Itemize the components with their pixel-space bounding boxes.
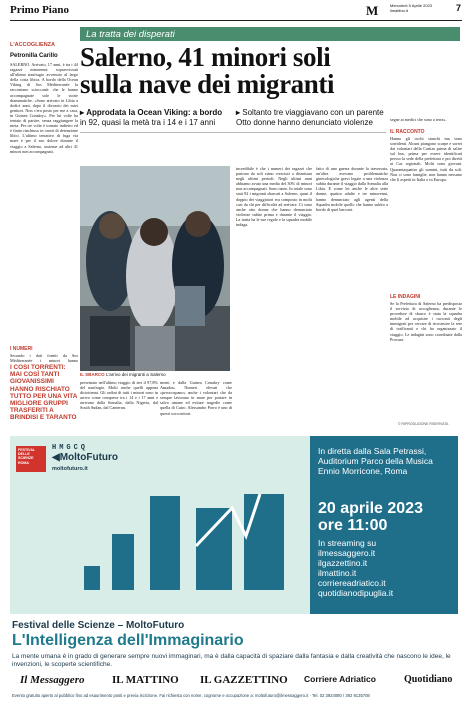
masthead-mattino: IL MATTINO (112, 674, 179, 686)
stream-link-corriereadriatico[interactable]: corriereadriatico.it (318, 578, 386, 588)
label-numeri: I NUMERI (10, 346, 33, 352)
article-column-6-indagini: Se la Prefettura di Salerno ha predisposto il servizio di accoglienza, durante le procedure di sbarco è stata la squadra mobile ad acquisire i racconti degli immigrati per cercare di ricostruire la rete di trafficanti e chi ha organizzato il viaggio. Le indagini sono coordinate dalla Procura. (390, 301, 462, 342)
sub2-line-1: Soltanto tre viaggiavano con un parente (242, 108, 384, 117)
section-title: Primo Piano (10, 4, 69, 16)
subheadline-2: ▸ Soltanto tre viaggiavano con un parente Otto donne hanno denunciato violenze (236, 108, 416, 128)
caption-text: L'arrivo dei migranti a Salerno (105, 372, 166, 377)
article-kicker: La tratta dei disperati (80, 27, 460, 41)
headline-line-2: sulla nave dei migranti (80, 69, 335, 99)
date-line (390, 3, 432, 13)
event-date: 20 aprile 2023 (318, 500, 423, 517)
label-racconto: IL RACCONTO (390, 129, 425, 135)
article-column-6-racconto: Hanno gli occhi stanchi ma sono sorridenti. Alcuni piangono scarpe e sorrei dai volontari della Caritas prima di salire sul bus, prima per essere identificati presso la sede della prefettura e poi diretti ai Cas regionali. Molti sono giovani. Quarantaquattro gli uomini, tutti da soli. Non ci sono famiglie, non hanno nessuno che li aspetti in Italia o in Europa. (390, 136, 462, 182)
masthead-quotidiano: Quotidiano (404, 674, 453, 685)
article-column-4: incredibile è che i numeri dei ragazzi che partono da soli siano cresciuti a dismisura negli ultimi periodi. Negli ultimi anni abbiamo avuto una media del 30% di minori non accompagnati. Sono tanto. In totale sono stati 92 i migranti sbarcati a Salerno, quasi il doppio dei viaggiatori era composto in molti casi da chi per difficoltà ad arrivare. Ci sono anche otto donne che hanno denunciato violenze subite prima e durante il viaggio. La tratta ha le sue regole e la squadra mobile indaga. (236, 166, 312, 228)
event-time: ore 11:00 (318, 517, 388, 534)
moltofuturo-url[interactable]: moltofuturo.it (52, 466, 88, 472)
label-indagini: LE INDAGINI (390, 294, 421, 300)
live-line-2: Auditorium Parco della Musica (318, 456, 433, 466)
issue-date: Mercoledì 5 Aprile 2023 (390, 3, 433, 8)
headline-line-1: Salerno, 41 minori soli (80, 42, 331, 72)
masthead-gazzettino: IL GAZZETTINO (200, 674, 288, 686)
photo-caption (80, 372, 230, 377)
ad-event-name: Festival delle Scienze – MoltoFuturo (12, 620, 185, 631)
website: ilmattino.it (390, 8, 409, 13)
article-column-5: fatto di una guerra durante la traversata, un'altra avevano problematiche ginecologiche gravi legate a una violenza subìta durante il viaggio dalla Somalia alla Libia. E come lei anche le altre sette donne, quattro adulte e tre minorenni, hanno denunciato agli agenti della Squadra mobile quello che hanno subìto a bordo di quei barconi. (316, 166, 388, 212)
article-column-3: menti e dalla Guinea Conakry come Amadou. Numeri elevati che «preoccupano» anche i volontari che da sempre lavorano in mare per portare in salvo umane ed evitare tragedie come quella di Cutro. Alessandro Porro è uno di questi soccorritori. (160, 380, 232, 416)
masthead-messaggero: Il Messaggero (20, 674, 85, 686)
ad-description: La mente umana è in grado di generare sempre nuovi immaginari, ma è dalla capacità di spaziare dalla fantasia e dalla creatività che nascono le idee, le invenzioni, le scoperte scientifiche. (12, 653, 451, 668)
author: Petronilla Carillo (10, 53, 58, 59)
copyright-credit: © RIPRODUZIONE RISERVATA (398, 422, 449, 426)
ad-footer: Evento gratuito aperto al pubblico fino ad esaurimento posti e previa iscrizione. Fai richiesta con nome, cognome e occupazione a: moltofuturo@ilmessaggero.it · Tel. 02 3924080 / 392 9135708 (12, 693, 370, 698)
newspaper-logo: M (366, 3, 379, 18)
ad-event-title: L'Intelligenza dell'Immaginario (12, 632, 244, 649)
article-column-2: presentato nell'ultimo viaggio di ieri il 97,8% del naufragio. Molti anche quelli appena diciottenni. Gli ordini di tutti i minori sono in arrivo come comprese tra i 14 e i 17 anni e arrivano dalla Somalia, dalla Nigeria, dal South Sudan, dal Camerun. (80, 380, 158, 411)
stream-intro: In streaming su (318, 538, 377, 548)
stream-link-messaggero[interactable]: ilmessaggero.it (318, 548, 376, 558)
stream-link-gazzettino[interactable]: ilgazzettino.it (318, 558, 368, 568)
header-divider (10, 20, 462, 21)
numeri-text: Secondo i dati forniti da Sos Méditerranée i minori hanno (10, 353, 78, 363)
ad-hero-banner (10, 436, 458, 614)
pull-quote: I COSI TORRENTI: MAI COSÌ TANTI GIOVANISSIMI HANNO RISCHIATO TUTTO PER UNA VITA MIGLIORE GRUPPI TRASFERITI A BRINDISI E TARANTO (10, 364, 78, 422)
migrants-photo (80, 166, 230, 371)
streaming-sites (318, 538, 458, 598)
ad-hmgcq-mark: HMGCQ (52, 444, 89, 452)
sub1-line-1: Approdata la Ocean Viking: a bordo (86, 108, 223, 117)
subheadline-1: ▸ Approdata la Ocean Viking: a bordo in 92, quasi la metà tra i 14 e i 17 anni (80, 108, 270, 128)
live-location (318, 446, 452, 476)
live-line-3: Ennio Morricone, Roma (318, 466, 408, 476)
event-datetime (318, 500, 423, 534)
label-accoglienza: L'ACCOGLIENZA (10, 42, 55, 48)
masthead-corriere-adriatico: Corriere Adriatico (304, 674, 376, 684)
stream-link-mattino[interactable]: ilmattino.it (318, 568, 357, 578)
live-line-1: In diretta dalla Sala Petrassi, (318, 446, 427, 456)
sub1-line-2: in 92, quasi la metà tra i 14 e i 17 anni (80, 118, 216, 127)
caption-label: IL SBARCO (80, 372, 105, 377)
sub2-line-2: Otto donne hanno denunciato violenze (236, 118, 373, 127)
page-number: 7 (456, 3, 462, 13)
sub-divider (80, 132, 386, 133)
article-column-6-top: segne ai medici che sono a terra». (390, 117, 447, 122)
article-headline (80, 44, 460, 98)
moltofuturo-logo: ◀MoltoFuturo (52, 452, 119, 463)
festival-badge: FESTIVAL DELLE SCIENZE ROMA (16, 446, 46, 472)
stream-link-quotidianodipuglia[interactable]: quotidianodipuglia.it (318, 588, 394, 598)
article-lead: SALERNO. Arrivato, 17 anni, è tra i 44 ragazzi minorenni sopravvissuti all'ultimo naufragio avvenuto al largo della costa libica. A bordo della Ocean Viking di Sos Méditerranée la raccontano scioccanti: che le hanno accompagnate sole le storie drammatiche. «Sono arrivato in Libia a dodici anni, dopo il divorzio dei miei genitori. Non c'era posto per me a casa, in Guinea Conakry». Per lui volte ha tentato di partire, senza raggiungere la meta. Per tre volte è tornato indietro ed è finito rinchiuso in centri di detenzione libici. L'ultimo tentativo di fuga via mare è per il suo dolore durante il viaggio a Salerno, assieme ad altri 41 minori non accompagnati. (10, 62, 78, 154)
